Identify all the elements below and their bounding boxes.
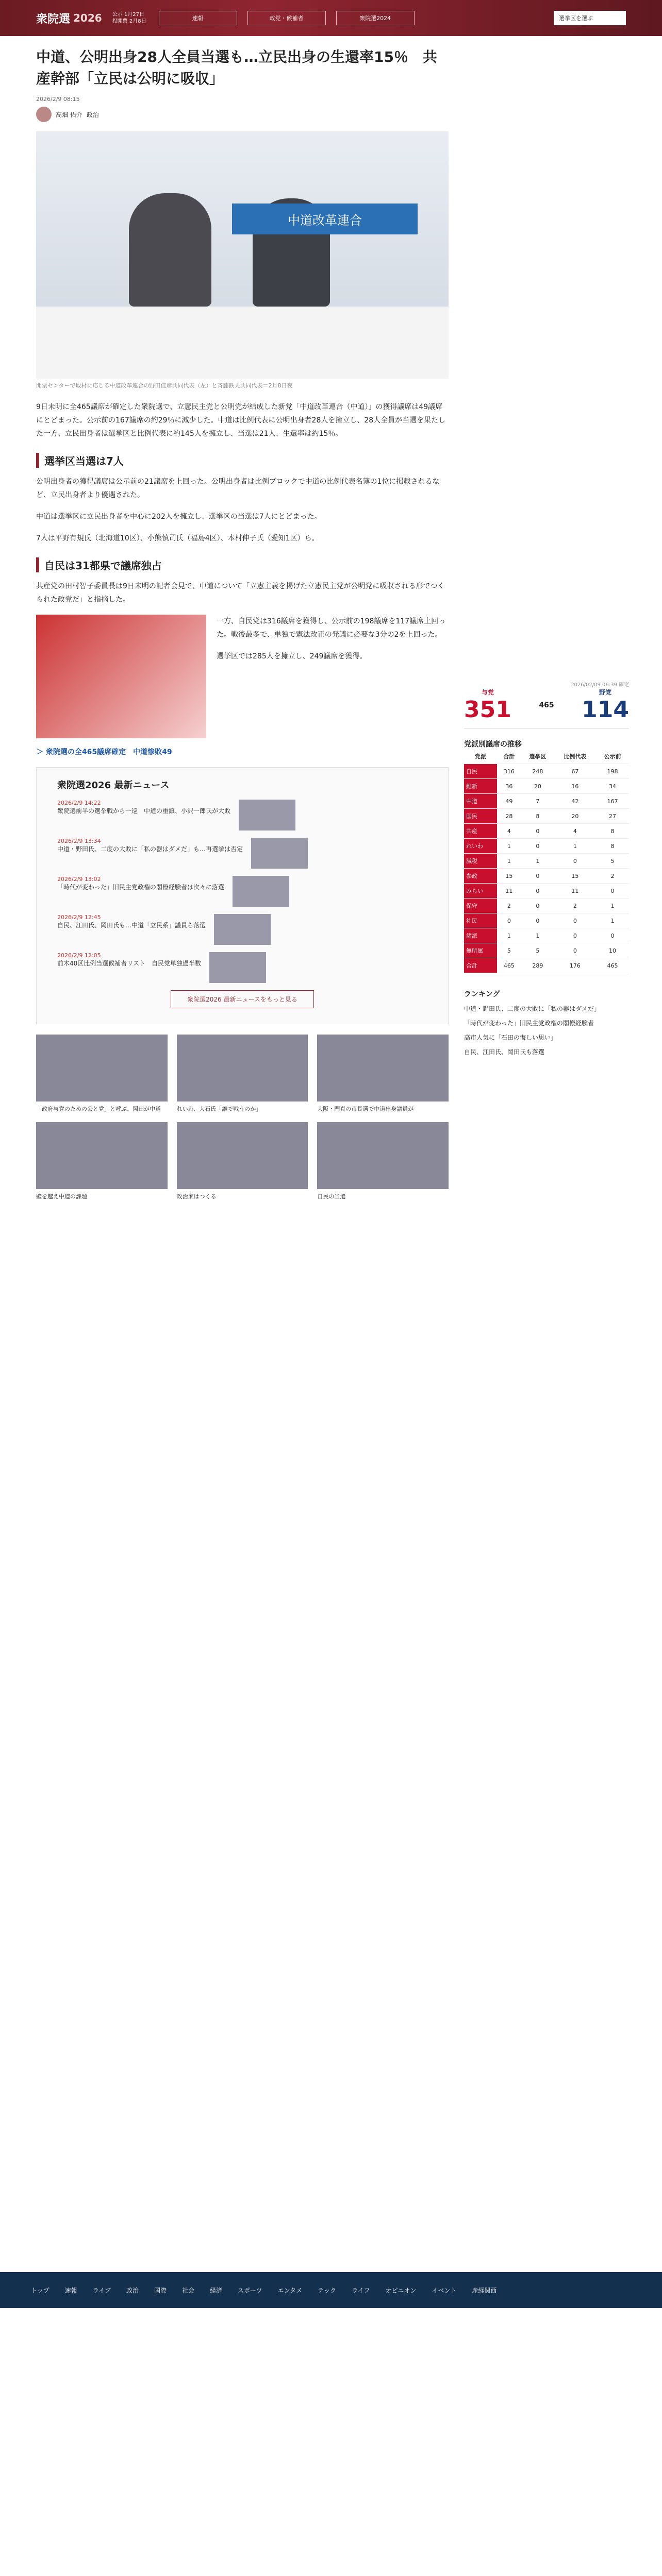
related-card[interactable]: 「政府与党のための公と党」と呼ぶ、岡田が中道 [36, 1035, 168, 1113]
desk [36, 307, 449, 379]
footer-tab[interactable]: 産経関西 [472, 2286, 497, 2294]
nav-party[interactable]: 政党・候補者 [247, 11, 326, 25]
news-more-button[interactable]: 衆院選2026 最新ニュースをもっと見る [171, 990, 314, 1008]
logo-text: 衆院選 [36, 12, 71, 26]
footer-tab[interactable]: ライブ [92, 2286, 111, 2294]
news-thumb [233, 876, 289, 907]
sidebar: 2026/02/09 06:39 確定 与党 351 465 野党 114 党派別議席の推移 党派 合計 選挙区 比例代表 公示前 自民 316 248 67 198 維新 36 20 16 34 中道 49 7 42 167 国民 28 8 20 27 共産 4 0 4 8 れいわ 1 0 1 8 減税 1 1 0 5 参政 15 0 15 2 みらい 11 0 11 0 保守 2 0 2 1 社民 0 0 0 1 諸派 1 1 0 0 無所属 5 5 0 10 合計 465 289 176 465 ランキング 中道・野田氏、二度の大敗に「私の器はダメだ」 「時代が変わった」旧民主党政権の閣僚経験者 高市人気に「石田の悔しい思い」 自民、江田氏、岡田氏も落選 [464, 680, 629, 1062]
results-timestamp: 2026/02/09 06:39 確定 [571, 682, 629, 688]
table-header: 公示前 [596, 749, 629, 764]
nav-sokuho[interactable]: 速報 [159, 11, 237, 25]
subheading-1: 選挙区当選は7人 [36, 453, 449, 468]
article [36, 46, 449, 1200]
top-bar [0, 0, 662, 36]
election-dates: 公示 1月27日 投開票 2月8日 [112, 12, 146, 24]
article-date: 2026/2/9 08:15 [36, 96, 80, 103]
news-item[interactable]: 2026/2/9 13:02 「時代が変わった」旧民主党政権の閣僚経験者は次々に落選 [57, 876, 427, 907]
table-row: 保守 2 0 2 1 [464, 899, 629, 913]
news-box [36, 767, 449, 1024]
table-row: 合計 465 289 176 465 [464, 958, 629, 973]
article-tag[interactable]: 政治 [86, 111, 99, 118]
article-title: 中道、公明出身28人全員当選も…立民出身の生還率15％ 共産幹部「立民は公明に吸収」 [36, 48, 437, 87]
paragraph-1: 9日未明に全465議席が確定した衆院選で、立憲民主党と公明党が結成した新党「中道改革連合（中道）」の獲得議席は49議席にとどまった。公示前の167議席の約29％に減少した。中道は比例代表に公明出身者28人を擁立し、28人全員が当選を果たした一方、立民出身者は選挙区と比例代表に約145人を擁立し、当選は21人、生還率は約15％。 [36, 403, 446, 438]
inline-photo [36, 615, 206, 738]
news-item[interactable]: 2026/2/9 14:22 衆院選前半の選挙戦から一巡 中道の重鎮、小沢一郎氏が大敗 [57, 800, 427, 831]
table-row: 参政 15 0 15 2 [464, 869, 629, 884]
table-row: 自民 316 248 67 198 [464, 764, 629, 779]
author-name[interactable]: 高畑 佑介 [56, 111, 82, 118]
table-header: 合計 [497, 749, 521, 764]
footer-tab[interactable]: ライフ [352, 2286, 370, 2294]
footer-tab[interactable]: 速報 [64, 2286, 77, 2294]
related-card[interactable]: 大阪・門真の市長選で中道出身議員が [317, 1035, 449, 1113]
hero-image [36, 131, 449, 379]
paragraph-7: 選挙区では285人を擁立し、249議席を獲得。 [217, 652, 367, 660]
table-title: 党派別議席の推移 [464, 740, 522, 749]
table-row: 諸派 1 1 0 0 [464, 928, 629, 943]
author-avatar [36, 107, 52, 122]
table-header: 党派 [464, 749, 497, 764]
table-row: れいわ 1 0 1 8 [464, 839, 629, 854]
footer-tab[interactable]: トップ [31, 2286, 49, 2294]
news-title: 衆院選2026 最新ニュース [57, 780, 170, 791]
ranking-item[interactable]: 高市人気に「石田の悔しい思い」 [464, 1034, 557, 1041]
footer-tab[interactable]: イベント [432, 2286, 457, 2294]
ranking-item[interactable]: 自民、江田氏、岡田氏も落選 [464, 1048, 545, 1056]
footer-tab[interactable]: 社会 [181, 2286, 194, 2294]
paragraph-6: 一方、自民党は316議席を獲得し、公示前の198議席を117議席上回った。戦後最多で、単独で憲法改正の発議に必要な3分の2を上回った。 [217, 617, 446, 639]
logo-year: 2026 [73, 12, 102, 24]
paragraph-4: 7人は平野有規氏（北海道10区）、小熊慎司氏（福島4区）、本村伸子氏（愛知1区）ら。 [36, 534, 319, 543]
related-grid [36, 1035, 449, 1200]
footer-tab[interactable]: 政治 [126, 2286, 139, 2294]
footer-nav [0, 2272, 662, 2308]
news-item[interactable]: 2026/2/9 12:05 前木40区比例当選候補者リスト 自民党単独過半数 [57, 952, 427, 983]
table-row: 国民 28 8 20 27 [464, 809, 629, 824]
paragraph-5: 共産党の田村智子委員長は9日未明の記者会見で、中道について「立憲主義を掲げた立憲民主党が公明党に吸収される形でつくられた政党だ」と指摘した。 [36, 582, 445, 604]
subheading-2: 自民は31都県で議席独占 [36, 557, 449, 572]
news-thumb [209, 952, 266, 983]
news-thumb [251, 838, 308, 869]
related-card[interactable]: 政治家はつくる [177, 1122, 308, 1200]
logo[interactable] [36, 10, 102, 26]
image-caption: 開票センターで取材に応じる中道改革連合の野田佳彦共同代表（左）と斉藤鉄夫共同代表＝2月8日夜 [36, 382, 293, 389]
seat-summary: 与党 351 465 野党 114 [464, 688, 629, 728]
table-row: 減税 1 1 0 5 [464, 854, 629, 869]
table-header: 比例代表 [554, 749, 596, 764]
total-seats: 465 [539, 701, 554, 709]
footer-tab[interactable]: 経済 [209, 2286, 222, 2294]
ranking-item[interactable]: 「時代が変わった」旧民主党政権の閣僚経験者 [464, 1020, 594, 1027]
news-thumb [239, 800, 295, 831]
table-row: 社民 0 0 0 1 [464, 913, 629, 928]
party-table [464, 749, 629, 973]
related-card[interactable]: 壁を越え中道の課題 [36, 1122, 168, 1200]
footer-tab[interactable]: オピニオン [385, 2286, 417, 2294]
news-item[interactable]: 2026/2/9 12:45 自民、江田氏、岡田氏も…中道「立民系」議員ら落選 [57, 914, 427, 945]
paragraph-2: 公明出身者の獲得議席は公示前の21議席を上回った。公明出身者は比例ブロックで中道の比例代表名簿の1位に掲載されるなど、立民出身者より優遇された。 [36, 478, 440, 499]
footer-tab[interactable]: スポーツ [238, 2286, 262, 2294]
footer-tab[interactable]: エンタメ [277, 2286, 303, 2294]
news-item[interactable]: 2026/2/9 13:34 中道・野田氏、二度の大敗に「私の器はダメだ」も…再選挙は否定 [57, 838, 427, 869]
table-row: 中道 49 7 42 167 [464, 794, 629, 809]
footer-tab[interactable]: 国際 [154, 2286, 167, 2294]
person-left [129, 193, 211, 307]
paragraph-3: 中道は選挙区に立民出身者を中心に202人を擁立し、選挙区の当選は7人にとどまった。 [36, 513, 322, 521]
table-row: 維新 36 20 16 34 [464, 779, 629, 794]
related-card[interactable]: 自民の当選 [317, 1122, 449, 1200]
nav-2024[interactable]: 衆院選2024 [336, 11, 415, 25]
related-card[interactable]: れいわ、大石氏「誰で戦うのか」 [177, 1035, 308, 1113]
banner-text: 中道改革連合 [232, 204, 418, 234]
ranking-item[interactable]: 中道・野田氏、二度の大敗に「私の器はダメだ」 [464, 1005, 601, 1012]
table-row: 共産 4 0 4 8 [464, 824, 629, 839]
table-row: 無所属 5 5 0 10 [464, 943, 629, 958]
related-link[interactable]: ＞ 衆院選の全465議席確定 中道惨敗49 [36, 748, 172, 756]
table-header: 選挙区 [521, 749, 554, 764]
prefecture-select[interactable]: 選挙区を選ぶ [554, 11, 626, 25]
table-row: みらい 11 0 11 0 [464, 884, 629, 899]
news-thumb [214, 914, 271, 945]
footer-tab[interactable]: テック [318, 2286, 337, 2294]
